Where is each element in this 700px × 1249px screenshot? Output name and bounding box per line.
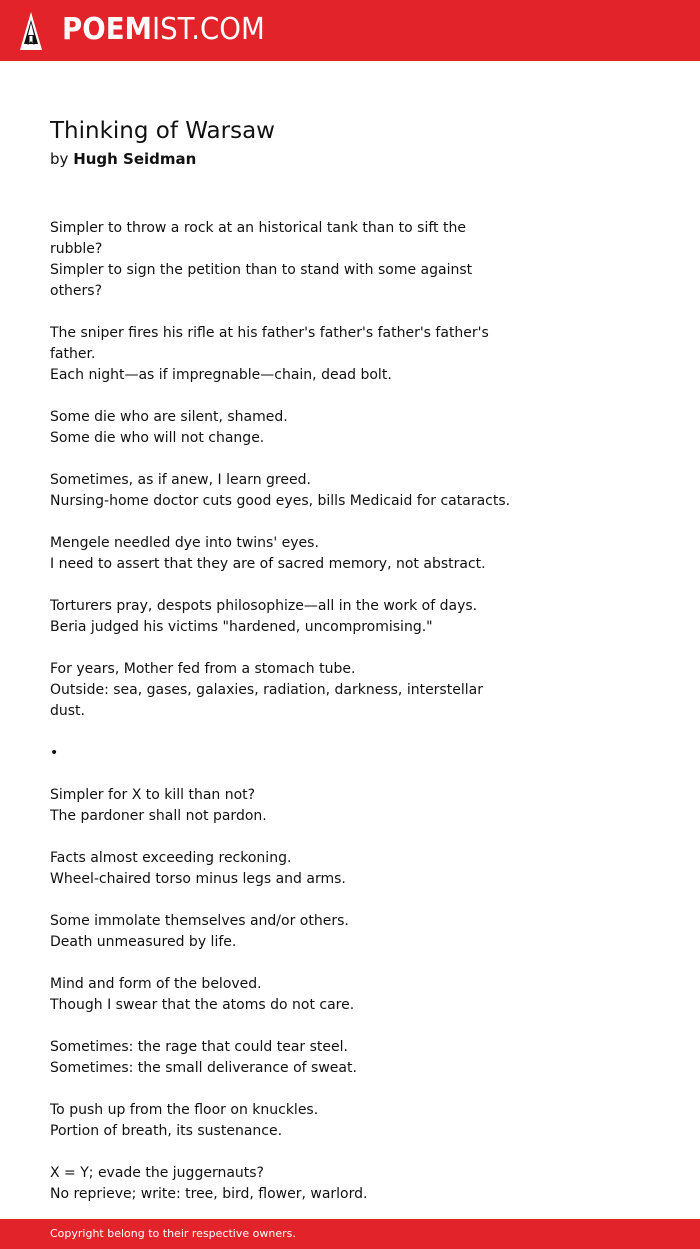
poem-line: Beria judged his victims "hardened, uncompromising.": [50, 619, 433, 635]
poem-line: Simpler to throw a rock at an historical tank than to sift the rubble?: [50, 220, 466, 257]
poem-line: Outside: sea, gases, galaxies, radiation, darkness, interstellar dust.: [50, 682, 483, 719]
poem-stanza: [50, 848, 520, 890]
poem-stanza: [50, 1037, 520, 1079]
poem-body: [50, 218, 520, 1226]
poem-stanza: [50, 974, 520, 1016]
poem-line: Death unmeasured by life.: [50, 934, 237, 950]
logo-bold-text: POEM: [62, 12, 153, 47]
poem-stanza: [50, 1163, 520, 1205]
poem-line: Facts almost exceeding reckoning.: [50, 850, 292, 866]
poem-line: Simpler for X to kill than not?: [50, 787, 256, 803]
poem-line: Each night—as if impregnable—chain, dead bolt.: [50, 367, 392, 383]
poem-line: The pardoner shall not pardon.: [50, 808, 267, 824]
poem-line: For years, Mother fed from a stomach tube.: [50, 661, 356, 677]
poem-stanza: [50, 743, 520, 764]
poem-stanza: [50, 911, 520, 953]
copyright-text: Copyright belong to their respective owners.: [50, 1227, 296, 1240]
poem-stanza: [50, 470, 520, 512]
poem-stanza: [50, 323, 520, 386]
poem-line: Simpler to sign the petition than to stand with some against others?: [50, 262, 473, 299]
logo-light-text: IST.COM: [152, 12, 265, 47]
poem-stanza: [50, 659, 520, 722]
poem-byline: [50, 147, 196, 171]
site-logo[interactable]: [62, 9, 265, 51]
poem-stanza: [50, 218, 520, 302]
poem-line: Some die who will not change.: [50, 430, 265, 446]
section-divider: •: [50, 745, 59, 761]
site-header: [0, 0, 700, 61]
site-footer: [0, 1219, 700, 1249]
poem-author: Hugh Seidman: [73, 150, 197, 168]
poem-stanza: [50, 785, 520, 827]
poem-line: Mengele needled dye into twins' eyes.: [50, 535, 319, 551]
poem-line: Mind and form of the beloved.: [50, 976, 262, 992]
poem-line: Though I swear that the atoms do not care.: [50, 997, 355, 1013]
poem-line: Some immolate themselves and/or others.: [50, 913, 349, 929]
poem-line: I need to assert that they are of sacred memory, not abstract.: [50, 556, 486, 572]
poem-stanza: [50, 407, 520, 449]
poem-title: Thinking of Warsaw: [50, 118, 275, 144]
poem-line: Torturers pray, despots philosophize—all in the work of days.: [50, 598, 478, 614]
poem-line: Some die who are silent, shamed.: [50, 409, 288, 425]
poem-line: Sometimes: the rage that could tear steel.: [50, 1039, 348, 1055]
poem-line: The sniper fires his rifle at his father's father's father's father's father.: [50, 325, 489, 362]
by-label: by: [50, 150, 69, 168]
poem-stanza: [50, 533, 520, 575]
poem-line: Portion of breath, its sustenance.: [50, 1123, 283, 1139]
poem-line: To push up from the floor on knuckles.: [50, 1102, 319, 1118]
poem-stanza: [50, 1100, 520, 1142]
poem-line: No reprieve; write: tree, bird, flower, warlord.: [50, 1186, 368, 1202]
pen-nib-icon: [18, 11, 44, 51]
poem-stanza: [50, 596, 520, 638]
poem-line: Sometimes, as if anew, I learn greed.: [50, 472, 311, 488]
poem-line: X = Y; evade the juggernauts?: [50, 1165, 264, 1181]
poem-line: Sometimes: the small deliverance of sweat.: [50, 1060, 357, 1076]
poem-line: Wheel-chaired torso minus legs and arms.: [50, 871, 346, 887]
poem-line: Nursing-home doctor cuts good eyes, bills Medicaid for cataracts.: [50, 493, 511, 509]
